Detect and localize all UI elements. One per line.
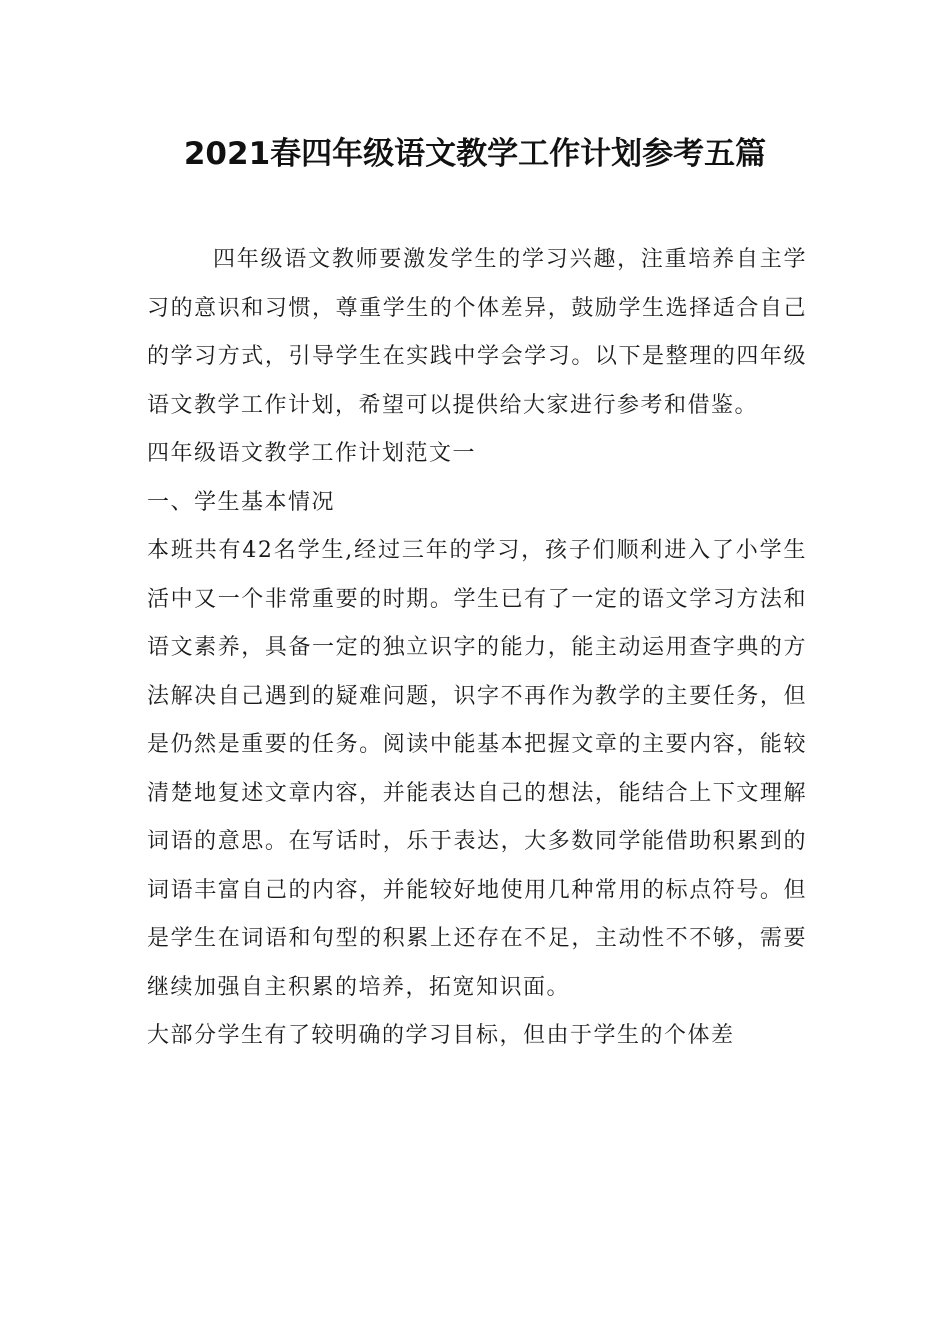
student-situation-paragraph: 本班共有42名学生,经过三年的学习，孩子们顺利进入了小学生活中又一个非常重要的时期。学生已有了一定的语文学习方法和语文素养，具备一定的独立识字的能力，能主动运用查字典的方法解决自己遇到的疑难问题，识字不再作为教学的主要任务，但是仍然是重要的任务。阅读中能基本把握文章的主要内容，能较清楚地复述文章内容，并能表达自己的想法，能结合上下文理解词语的意思。在写话时，乐于表达，大多数同学能借助积累到的词语丰富自己的内容，并能较好地使用几种常用的标点符号。但是学生在词语和句型的积累上还存在不足，主动性不不够，需要继续加强自主积累的培养，拓宽知识面。	[147, 538, 807, 1000]
intro-paragraph: 四年级语文教师要激发学生的学习兴趣，注重培养自主学习的意识和习惯，尊重学生的个体差异，鼓励学生选择适合自己的学习方式，引导学生在实践中学会学习。以下是整理的四年级语文教学工作计划，希望可以提供给大家进行参考和借鉴。	[147, 247, 807, 418]
subsection-heading-student-situation: 一、学生基本情况	[147, 489, 336, 515]
section-heading-plan-one: 四年级语文教学工作计划范文一	[147, 441, 477, 466]
document-body	[147, 236, 807, 1061]
document-title: 2021春四年级语文教学工作计划参考五篇	[183, 136, 767, 172]
learning-goals-paragraph: 大部分学生有了较明确的学习目标，但由于学生的个体差	[147, 1023, 735, 1048]
